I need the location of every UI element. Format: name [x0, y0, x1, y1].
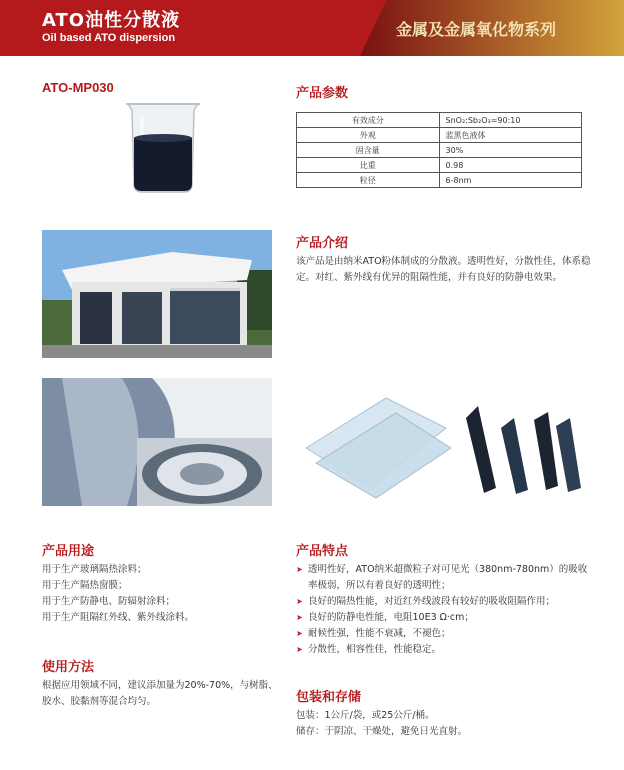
param-label: 固含量	[297, 143, 440, 158]
page-subtitle: Oil based ATO dispersion	[42, 32, 176, 44]
table-row	[297, 113, 582, 128]
list-item: ➤ 透明性好，ATO纳米超微粒子对可见光（380nm-780nm）的吸收率极弱，所以有着良好的透明性；	[296, 562, 592, 594]
features-title: 产品特点	[296, 544, 349, 559]
params-table	[296, 112, 582, 188]
list-item: 用于生产玻璃隔热涂料；	[42, 564, 147, 575]
house-image	[42, 230, 272, 358]
param-value: 0.98	[439, 158, 582, 173]
param-label: 有效成分	[297, 113, 440, 128]
packaging-title: 包装和存储	[296, 690, 362, 705]
param-label: 外观	[297, 128, 440, 143]
table-row	[297, 158, 582, 173]
param-value: 蓝黑色液体	[439, 128, 582, 143]
list-item: ➤ 分散性，相容性佳，性能稳定。	[296, 642, 592, 658]
product-model: ATO-MP030	[42, 80, 114, 95]
list-item: ➤ 耐候性强，性能不衰减，不褪色；	[296, 626, 592, 642]
usage-text: 根据应用领域不同，建议添加量为20%-70%，与树脂、胶水、胶黏剂等混合均匀。	[42, 680, 278, 707]
params-title: 产品参数	[296, 86, 349, 101]
list-item: ➤ 良好的隔热性能，对近红外线波段有较好的吸收阻隔作用；	[296, 594, 592, 610]
param-value: 6-8nm	[439, 173, 582, 188]
uses-title: 产品用途	[42, 544, 95, 559]
intro-text: 该产品是由纳米ATO粉体制成的分散液。透明性好，分散性佳，体系稳定。对红、紫外线有优异的阻隔性能，并有良好的防静电效果。	[296, 256, 591, 283]
storage-text: 储存：于阴凉、干燥处，避免日光直射。	[296, 726, 468, 737]
table-row	[297, 143, 582, 158]
list-item: 用于生产防静电、防辐射涂料；	[42, 596, 176, 607]
list-item: 用于生产隔热窗膜；	[42, 580, 128, 591]
intro-title: 产品介绍	[296, 236, 349, 251]
usage-title: 使用方法	[42, 660, 95, 675]
beaker-image	[118, 96, 208, 196]
glass-products-image	[296, 378, 592, 506]
uses-list	[42, 562, 282, 626]
page-title: ATO油性分散液	[42, 10, 181, 31]
param-value: 30%	[439, 143, 582, 158]
list-item: 用于生产阻隔红外线、紫外线涂料。	[42, 612, 195, 623]
table-row	[297, 173, 582, 188]
table-row	[297, 128, 582, 143]
series-label: 金属及金属氧化物系列	[396, 20, 557, 39]
param-value: SnO₂:Sb₂O₃=90:10	[439, 113, 582, 128]
features-list	[296, 562, 592, 658]
film-roll-image	[42, 378, 272, 506]
list-item: ➤ 良好的防静电性能，电阻10E3 Ω·cm；	[296, 610, 592, 626]
packaging-text: 包装：1公斤/袋，或25公斤/桶。	[296, 710, 435, 721]
param-label: 比重	[297, 158, 440, 173]
param-label: 粒径	[297, 173, 440, 188]
